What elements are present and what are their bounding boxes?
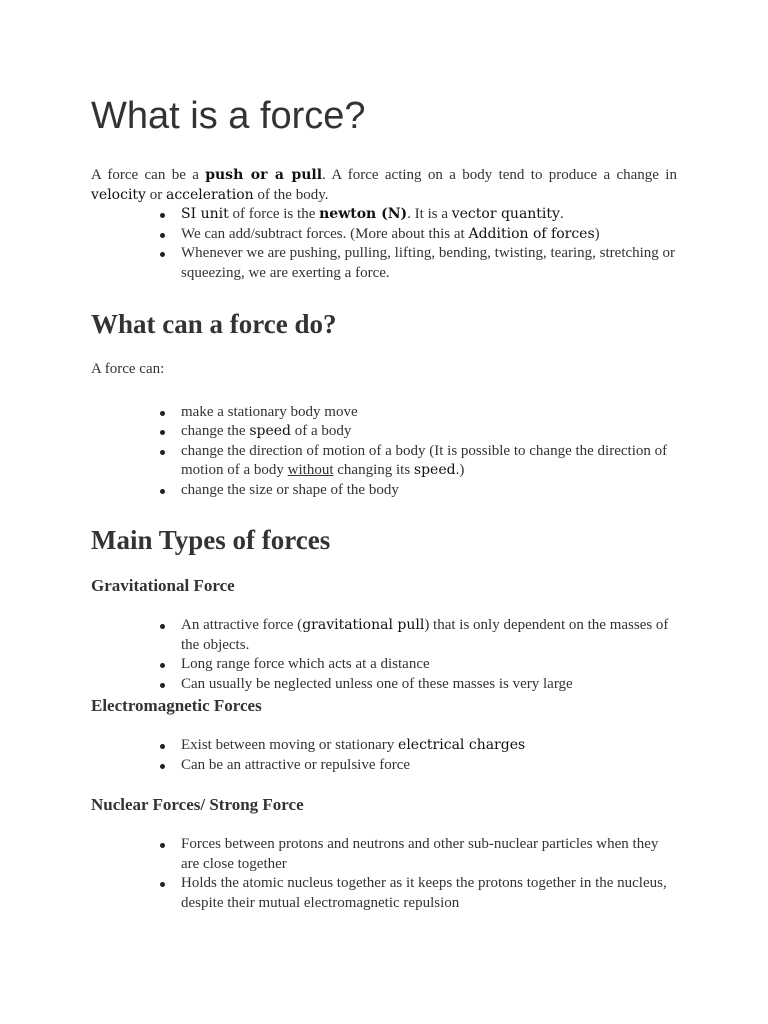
list-item-text: of force is the	[228, 206, 320, 222]
link-addition-of-forces[interactable]: Addition of forces	[468, 225, 595, 242]
list-item-text: change the	[181, 423, 250, 439]
intro-text: or	[145, 186, 166, 203]
list-item-text: . It is a	[407, 206, 452, 222]
term-speed: speed	[249, 423, 291, 439]
list-item-text: change the direction of motion of a body (It is possible to change the direction of motion of a body	[181, 442, 668, 478]
nuclear-list	[91, 835, 677, 913]
list-item: make a stationary body move	[181, 403, 677, 423]
list-item	[181, 205, 677, 225]
intro-text: A force can be a	[91, 167, 206, 183]
list-item-text: .	[559, 206, 564, 222]
term-acceleration: acceleration	[165, 186, 254, 203]
list-item	[181, 442, 677, 481]
term-si-unit: SI unit	[181, 206, 229, 222]
underlined-without: without	[287, 462, 334, 478]
list-item-text: An attractive force (	[181, 617, 303, 633]
heading-what-can-a-force-do: What can a force do?	[91, 309, 337, 339]
list-item-text: of a body	[291, 423, 352, 439]
list-item-text: Exist between moving or stationary	[181, 737, 399, 753]
list-item-text: changing its	[333, 462, 414, 478]
list-item-text: .)	[455, 462, 465, 478]
list-item	[181, 736, 677, 756]
intro-list	[91, 205, 677, 283]
term-electrical-charges: electrical charges	[398, 737, 526, 753]
list-item-text: We can add/subtract forces. (More about this at	[181, 225, 469, 242]
heading-electromagnetic-forces: Electromagnetic Forces	[91, 696, 262, 715]
page-title: What is a force?	[91, 95, 366, 137]
list-item: Can be an attractive or repulsive force	[181, 756, 677, 776]
heading-nuclear-forces: Nuclear Forces/ Strong Force	[91, 795, 304, 814]
electromagnetic-list	[91, 736, 677, 775]
list-item: change the size or shape of the body	[181, 481, 677, 501]
force-can-list	[91, 403, 677, 501]
list-item: Forces between protons and neutrons and other sub-nuclear particles when they are close together	[181, 835, 677, 874]
heading-gravitational-force: Gravitational Force	[91, 576, 235, 595]
intro-text: . A force acting on a body tend to produce a change in	[322, 167, 677, 183]
heading-main-types-of-forces: Main Types of forces	[91, 525, 331, 555]
list-item-text: ) that is only dependent on the masses of the objects.	[181, 617, 669, 653]
term-velocity: velocity	[91, 186, 146, 203]
list-item: Whenever we are pushing, pulling, lifting, bending, twisting, tearing, stretching or squeezing, we are exerting a force.	[181, 244, 677, 283]
term-speed: speed	[413, 462, 456, 478]
list-item	[181, 422, 677, 442]
list-item: Long range force which acts at a distance	[181, 655, 677, 675]
intro-text: of the body.	[253, 186, 329, 203]
list-item	[181, 225, 677, 245]
document-content	[91, 93, 677, 913]
list-item: Holds the atomic nucleus together as it keeps the protons together in the nucleus, despite their mutual electromagnetic repulsion	[181, 874, 677, 913]
term-vector-quantity: vector quantity	[451, 206, 560, 222]
list-item-text: )	[594, 225, 600, 242]
list-item	[181, 616, 677, 655]
term-push-or-pull: push or a pull	[205, 167, 323, 183]
term-gravitational-pull: gravitational pull	[302, 617, 425, 633]
force-can-lead: A force can:	[91, 361, 165, 377]
term-newton: newton (N)	[319, 206, 408, 222]
gravitational-list	[91, 616, 677, 694]
intro-paragraph	[91, 166, 677, 205]
list-item: Can usually be neglected unless one of these masses is very large	[181, 675, 677, 695]
